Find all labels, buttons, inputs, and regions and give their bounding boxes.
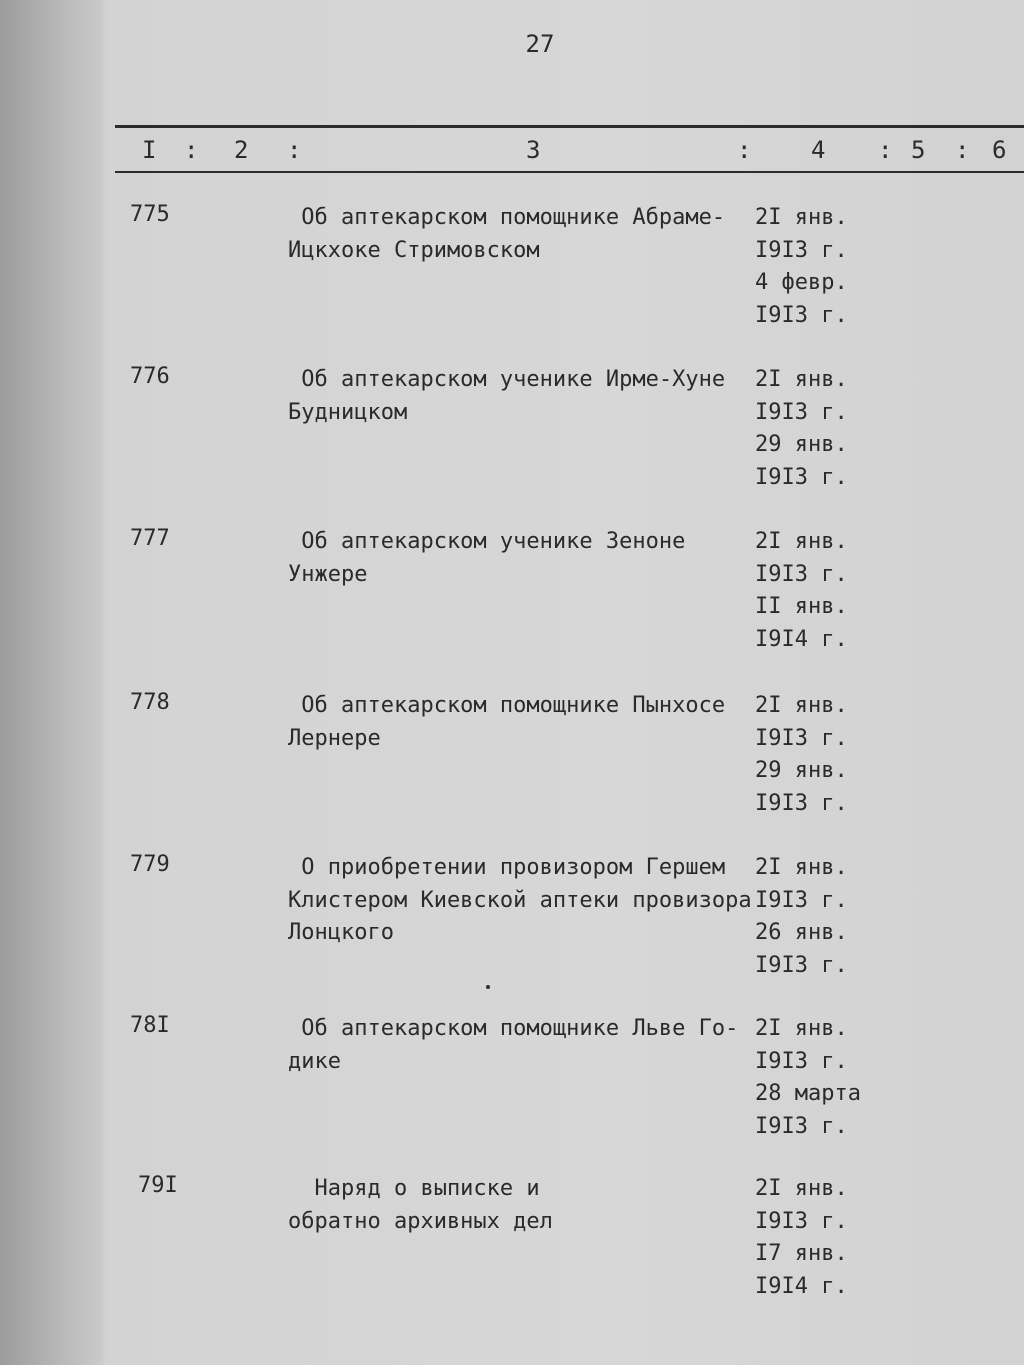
header-rule-top xyxy=(115,125,1024,128)
column-header-4: 4 xyxy=(811,136,826,164)
case-title: Об аптекарском помощнике Пынхосе Лернере xyxy=(288,693,726,751)
case-number: 779 xyxy=(130,852,170,877)
case-dates: 2I янв. I9I3 г. 26 янв. I9I3 г. xyxy=(755,855,848,978)
column-header-2: 2 xyxy=(234,136,249,164)
column-header-sep-1: : xyxy=(184,136,199,164)
case-number: 78I xyxy=(130,1013,170,1038)
column-header-sep-4: : xyxy=(878,136,893,164)
page-number: 27 xyxy=(525,30,555,58)
binding-shadow xyxy=(0,0,105,1365)
column-header-3: 3 xyxy=(526,136,541,164)
case-dates: 2I янв. I9I3 г. 29 янв. I9I3 г. xyxy=(755,693,848,816)
case-title: Наряд о выписке и обратно архивных дел xyxy=(288,1176,553,1234)
column-header-sep-2: : xyxy=(287,136,302,164)
column-header-sep-5: : xyxy=(955,136,970,164)
column-header-sep-3: : xyxy=(737,136,752,164)
header-rule-bottom xyxy=(115,171,1024,173)
case-number: 778 xyxy=(130,690,170,715)
case-dates: 2I янв. I9I3 г. 29 янв. I9I3 г. xyxy=(755,367,848,490)
case-dates: 2I янв. I9I3 г. II янв. I9I4 г. xyxy=(755,529,848,652)
case-number: 777 xyxy=(130,526,170,551)
column-header-5: 5 xyxy=(911,136,926,164)
column-header-1: I xyxy=(142,136,157,164)
case-dates: 2I янв. I9I3 г. I7 янв. I9I4 г. xyxy=(755,1176,848,1299)
case-number: 776 xyxy=(130,364,170,389)
case-number: 775 xyxy=(130,202,170,227)
ink-speck xyxy=(486,985,490,989)
case-title: О приобретении провизором Гершем Клистером Киевской аптеки провизора Лонцкого xyxy=(288,855,752,945)
column-header-6: 6 xyxy=(992,136,1007,164)
case-title: Об аптекарском помощнике Абраме- Ицкхоке Стримовском xyxy=(288,205,726,263)
case-dates: 2I янв. I9I3 г. 28 марта I9I3 г. xyxy=(755,1016,861,1139)
case-title: Об аптекарском ученике Зеноне Унжере xyxy=(288,529,686,587)
case-number: 79I xyxy=(138,1173,178,1198)
case-title: Об аптекарском помощнике Льве Го- дике xyxy=(288,1016,739,1074)
case-title: Об аптекарском ученике Ирме-Хуне Будницком xyxy=(288,367,726,425)
case-dates: 2I янв. I9I3 г. 4 февр. I9I3 г. xyxy=(755,205,848,328)
